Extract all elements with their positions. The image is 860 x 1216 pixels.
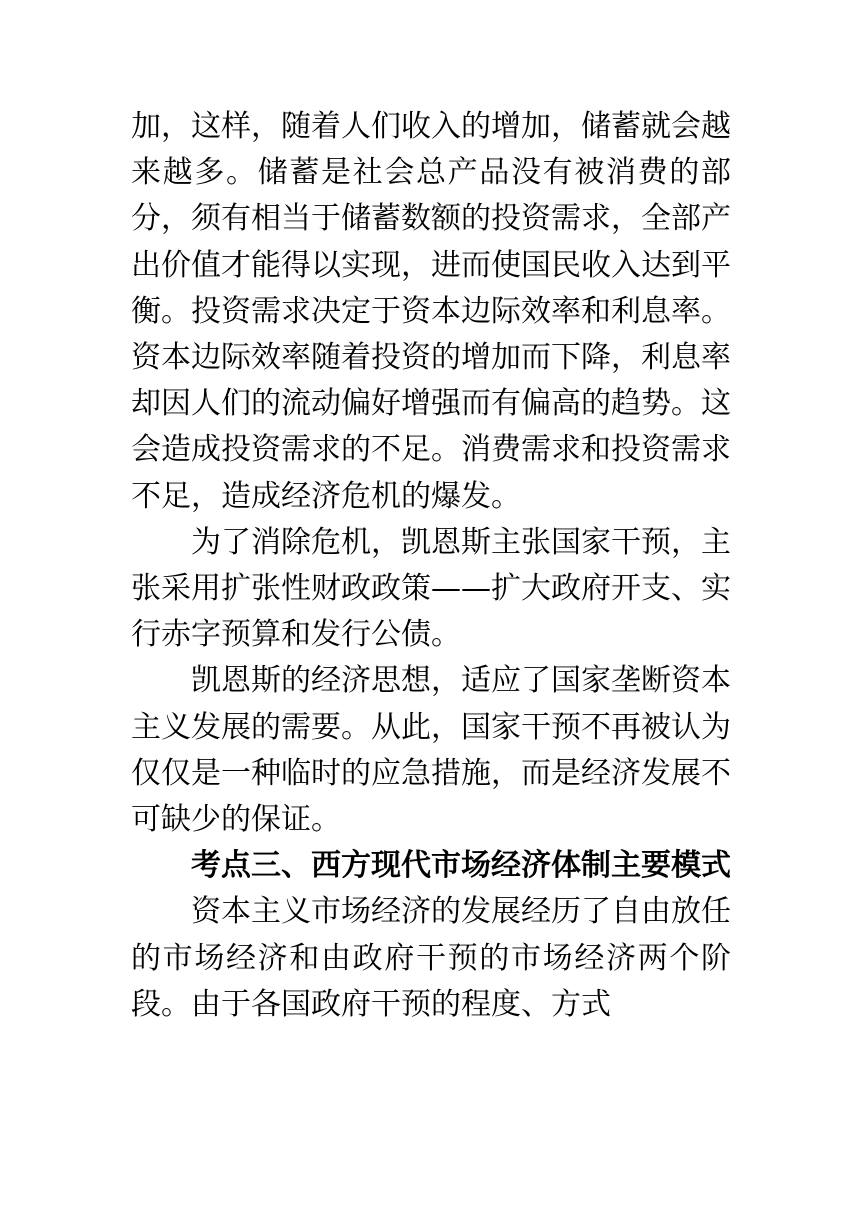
paragraph-keynes-influence: 凯恩斯的经济思想，适应了国家垄断资本主义发展的需要。从此，国家干预不再被认为仅仅是一种临时的应急措施，而是经济发展不可缺少的保证。 bbox=[131, 663, 731, 838]
section-heading-market-economy-models: 考点三、西方现代市场经济体制主要模式 bbox=[191, 848, 731, 884]
paragraph-keynes-savings-investment: 加，这样，随着人们收入的增加，储蓄就会越来越多。储蓄是社会总产品没有被消费的部分，须有相当于储蓄数额的投资需求，全部产出价值才能得以实现，进而使国民收入达到平衡。投资需求决定于资本边际效率和利息率。资本边际效率随着投资的增加而下降，利息率却因人们的流动偏好增强而有偏高的趋势。这会造成投资需求的不足。消费需求和投资需求不足，造成经济危机的爆发。 bbox=[131, 109, 731, 514]
paragraph-keynes-state-intervention: 为了消除危机，凯恩斯主张国家干预，主张采用扩张性财政政策——扩大政府开支、实行赤字预算和发行公债。 bbox=[131, 524, 731, 653]
paragraph-market-economy-stages: 资本主义市场经济的发展经历了自由放任的市场经济和由政府干预的市场经济两个阶段。由于各国政府干预的程度、方式 bbox=[131, 894, 731, 1022]
document-body bbox=[131, 104, 731, 1028]
